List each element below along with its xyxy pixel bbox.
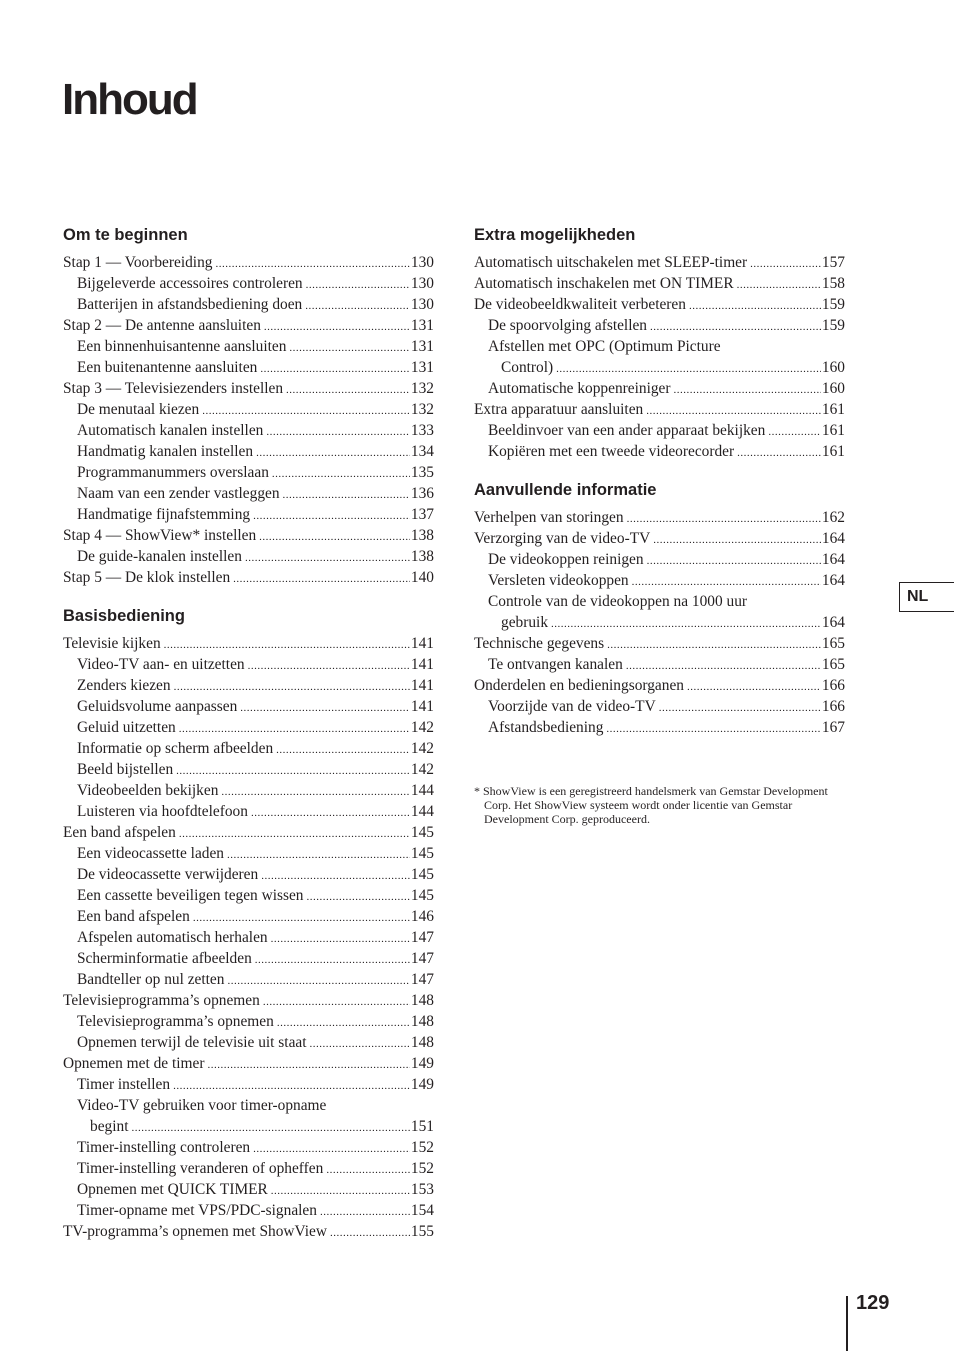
dot-leader xyxy=(659,698,821,719)
toc-entry-page: 140 xyxy=(410,569,434,586)
dot-leader xyxy=(215,254,409,275)
toc-entry-page: 159 xyxy=(821,317,845,334)
language-tab: NL xyxy=(899,582,954,612)
section-heading: Extra mogelijkheden xyxy=(474,226,636,244)
toc-right-column xyxy=(474,224,845,755)
dot-leader xyxy=(173,1076,410,1097)
dot-leader xyxy=(737,443,821,464)
dot-leader xyxy=(253,1139,410,1160)
toc-entry-page: 161 xyxy=(821,401,845,418)
toc-entry[interactable] xyxy=(63,759,434,780)
dot-leader xyxy=(164,635,410,656)
toc-entry[interactable] xyxy=(63,675,434,696)
toc-entry[interactable] xyxy=(63,1011,434,1032)
toc-entry-title: Bijgeleverde accessoires controleren xyxy=(77,275,303,292)
toc-entry[interactable] xyxy=(474,696,845,717)
toc-entry-title: Video-TV gebruiken voor timer-opname xyxy=(77,1097,327,1114)
toc-entry[interactable] xyxy=(63,654,434,675)
toc-entry-page: 142 xyxy=(410,740,434,757)
toc-entry-page: 144 xyxy=(410,803,434,820)
dot-leader xyxy=(653,530,821,551)
toc-entry-title: Onderdelen en bedieningsorganen xyxy=(474,677,684,694)
toc-entry-title: Stap 3 — Televisiezenders instellen xyxy=(63,380,284,397)
dot-leader xyxy=(251,803,410,824)
toc-entry-title: Een band afspelen xyxy=(77,908,190,925)
toc-entry-page: 130 xyxy=(410,254,434,271)
toc-entry-page: 130 xyxy=(410,296,434,313)
toc-entry-page: 149 xyxy=(410,1076,434,1093)
dot-leader xyxy=(674,380,821,401)
toc-entry[interactable] xyxy=(63,1032,434,1053)
toc-entry-page: 158 xyxy=(821,275,845,292)
toc-entry-title: Timer-opname met VPS/PDC-signalen xyxy=(77,1202,317,1219)
toc-entry[interactable] xyxy=(63,336,434,357)
dot-leader xyxy=(320,1202,410,1223)
dot-leader xyxy=(227,845,410,866)
dot-leader xyxy=(256,443,410,464)
toc-entry[interactable] xyxy=(63,948,434,969)
toc-entry-title: Handmatige fijnafstemming xyxy=(77,506,251,523)
section-heading: Om te beginnen xyxy=(63,226,188,244)
toc-entry[interactable] xyxy=(474,336,845,357)
dot-leader xyxy=(556,359,821,380)
toc-entry-title: Versleten videokoppen xyxy=(488,572,629,589)
toc-entry[interactable] xyxy=(474,549,845,570)
dot-leader xyxy=(306,275,410,296)
toc-entry[interactable] xyxy=(63,483,434,504)
toc-entry-title: Control) xyxy=(501,359,554,376)
toc-entry-title: Informatie op scherm afbeelden xyxy=(77,740,274,757)
toc-entry-title: Technische gegevens xyxy=(474,635,605,652)
toc-entry[interactable] xyxy=(63,1179,434,1200)
toc-entry[interactable] xyxy=(474,357,845,378)
toc-entry-page: 152 xyxy=(410,1160,434,1177)
toc-entry[interactable] xyxy=(63,822,434,843)
dot-leader xyxy=(260,359,410,380)
dot-leader xyxy=(131,1118,409,1139)
toc-entry[interactable] xyxy=(474,675,845,696)
dot-leader xyxy=(689,296,821,317)
toc-entry-title: De videokoppen reinigen xyxy=(488,551,644,568)
toc-entry[interactable] xyxy=(63,864,434,885)
toc-entry[interactable] xyxy=(63,885,434,906)
dot-leader xyxy=(253,506,410,527)
toc-entry-title: Verhelpen van storingen xyxy=(474,509,624,526)
toc-entry-title: Video-TV aan- en uitzetten xyxy=(77,656,245,673)
toc-entry[interactable] xyxy=(63,294,434,315)
footnote-text: * ShowView is een geregistreerd handelsmerk van Gemstar Development Corp. Het ShowView systeem wordt onder licentie van Gemstar Development Corp. geproduceerd. xyxy=(474,784,828,826)
toc-entry-title: Handmatig kanalen instellen xyxy=(77,443,254,460)
toc-entry-title: Een cassette beveiligen tegen wissen xyxy=(77,887,304,904)
toc-entry-page: 141 xyxy=(410,677,434,694)
dot-leader xyxy=(326,1160,410,1181)
toc-entry[interactable] xyxy=(63,1200,434,1221)
dot-leader xyxy=(310,1034,410,1055)
toc-entry-page: 161 xyxy=(821,443,845,460)
toc-entry-title: Verzorging van de video-TV xyxy=(474,530,651,547)
dot-leader xyxy=(330,1223,410,1244)
dot-leader xyxy=(240,698,410,719)
toc-entry-page: 130 xyxy=(410,275,434,292)
toc-entry[interactable] xyxy=(63,906,434,927)
toc-entry-title: gebruik xyxy=(501,614,549,631)
toc-entry-page: 165 xyxy=(821,656,845,673)
toc-entry[interactable] xyxy=(63,1074,434,1095)
toc-entry[interactable] xyxy=(474,315,845,336)
dot-leader xyxy=(277,1013,410,1034)
dot-leader xyxy=(286,380,410,401)
toc-entry-page: 159 xyxy=(821,296,845,313)
toc-entry[interactable] xyxy=(63,378,434,399)
toc-entry[interactable] xyxy=(474,273,845,294)
toc-entry-page: 148 xyxy=(410,1034,434,1051)
toc-entry[interactable] xyxy=(474,717,845,738)
toc-entry-title: Automatische koppenreiniger xyxy=(488,380,671,397)
toc-entry-page: 133 xyxy=(410,422,434,439)
toc-entry[interactable] xyxy=(474,633,845,654)
toc-entry-title: Beeldinvoer van een ander apparaat bekijken xyxy=(488,422,766,439)
dot-leader xyxy=(233,569,410,590)
toc-entry[interactable] xyxy=(63,420,434,441)
toc-entry-page: 141 xyxy=(410,698,434,715)
dot-leader xyxy=(202,401,410,422)
toc-section xyxy=(63,224,434,588)
toc-entry[interactable] xyxy=(63,738,434,759)
toc-entry-title: Een videocassette laden xyxy=(77,845,225,862)
dot-leader xyxy=(737,275,821,296)
toc-entry-title: Controle van de videokoppen na 1000 uur xyxy=(488,593,748,610)
toc-entry-page: 153 xyxy=(410,1181,434,1198)
toc-entry-title: Opnemen terwijl de televisie uit staat xyxy=(77,1034,307,1051)
toc-entry-page: 167 xyxy=(821,719,845,736)
dot-leader xyxy=(650,317,821,338)
toc-entry-page: 132 xyxy=(410,380,434,397)
toc-entry[interactable] xyxy=(474,507,845,528)
toc-entry-page: 137 xyxy=(410,506,434,523)
dot-leader xyxy=(261,866,410,887)
toc-entry-page: 155 xyxy=(410,1223,434,1240)
toc-entry-title: Opnemen met de timer xyxy=(63,1055,205,1072)
toc-entry[interactable] xyxy=(63,252,434,273)
toc-entry-title: Afstellen met OPC (Optimum Picture xyxy=(488,338,721,355)
toc-entry-title: Timer-instelling controleren xyxy=(77,1139,251,1156)
dot-leader xyxy=(207,1055,409,1076)
toc-entry-title: Scherminformatie afbeelden xyxy=(77,950,252,967)
toc-entry-page: 160 xyxy=(821,359,845,376)
toc-entry-title: Luisteren via hoofdtelefoon xyxy=(77,803,248,820)
toc-entry[interactable] xyxy=(474,591,845,612)
dot-leader xyxy=(221,782,410,803)
toc-entry-page: 142 xyxy=(410,761,434,778)
dot-leader xyxy=(627,509,821,530)
toc-entry[interactable] xyxy=(63,1095,434,1116)
toc-entry-page: 132 xyxy=(410,401,434,418)
toc-section xyxy=(474,479,845,738)
toc-entry-page: 164 xyxy=(821,572,845,589)
toc-entry[interactable] xyxy=(63,843,434,864)
dot-leader xyxy=(768,422,821,443)
toc-entry[interactable] xyxy=(474,252,845,273)
toc-entry[interactable] xyxy=(63,504,434,525)
dot-leader xyxy=(227,971,409,992)
toc-entry[interactable] xyxy=(63,1116,434,1137)
toc-entry[interactable] xyxy=(63,273,434,294)
toc-entry[interactable] xyxy=(63,1158,434,1179)
toc-entry-page: 135 xyxy=(410,464,434,481)
dot-leader xyxy=(632,572,821,593)
toc-entry[interactable] xyxy=(474,654,845,675)
toc-entry-page: 138 xyxy=(410,527,434,544)
toc-entry-title: De guide-kanalen instellen xyxy=(77,548,242,565)
dot-leader xyxy=(179,719,410,740)
dot-leader xyxy=(272,464,410,485)
toc-entry-title: Kopiëren met een tweede videorecorder xyxy=(488,443,735,460)
toc-entry-title: Timer instellen xyxy=(77,1076,171,1093)
toc-entry-page: 160 xyxy=(821,380,845,397)
toc-entry[interactable] xyxy=(63,717,434,738)
toc-entry-page: 131 xyxy=(410,338,434,355)
dot-leader xyxy=(607,635,821,656)
toc-section xyxy=(474,224,845,462)
toc-entry[interactable] xyxy=(474,528,845,549)
toc-entry-title: Een buitenantenne aansluiten xyxy=(77,359,258,376)
dot-leader xyxy=(266,422,410,443)
toc-entry[interactable] xyxy=(474,294,845,315)
dot-leader xyxy=(307,887,410,908)
dot-leader xyxy=(271,929,410,950)
dot-leader xyxy=(647,551,821,572)
toc-entry-page: 148 xyxy=(410,1013,434,1030)
toc-entry-page: 138 xyxy=(410,548,434,565)
dot-leader xyxy=(255,950,410,971)
dot-leader xyxy=(687,677,821,698)
dot-leader xyxy=(626,656,821,677)
toc-entry-title: Televisieprogramma’s opnemen xyxy=(63,992,260,1009)
toc-entry[interactable] xyxy=(474,570,845,591)
toc-entry-page: 131 xyxy=(410,317,434,334)
dot-leader xyxy=(263,992,410,1013)
toc-entry-title: De spoorvolging afstellen xyxy=(488,317,648,334)
dot-leader xyxy=(174,677,410,698)
dot-leader xyxy=(245,548,410,569)
dot-leader xyxy=(276,740,410,761)
toc-entry-page: 145 xyxy=(410,887,434,904)
toc-entry-title: Extra apparatuur aansluiten xyxy=(474,401,644,418)
toc-entry[interactable] xyxy=(63,696,434,717)
toc-entry-page: 152 xyxy=(410,1139,434,1156)
dot-leader xyxy=(289,338,409,359)
toc-entry-page: 141 xyxy=(410,635,434,652)
toc-entry-title: Een band afspelen xyxy=(63,824,176,841)
toc-entry-page: 141 xyxy=(410,656,434,673)
toc-entry-title: Naam van een zender vastleggen xyxy=(77,485,280,502)
toc-entry-title: Stap 1 — Voorbereiding xyxy=(63,254,213,271)
toc-entry[interactable] xyxy=(63,633,434,654)
toc-entry-title: Batterijen in afstandsbediening doen xyxy=(77,296,303,313)
toc-entry[interactable] xyxy=(474,612,845,633)
toc-entry-page: 142 xyxy=(410,719,434,736)
dot-leader xyxy=(248,656,410,677)
toc-entry-page: 164 xyxy=(821,614,845,631)
toc-entry-page: 166 xyxy=(821,698,845,715)
section-heading: Basisbediening xyxy=(63,607,185,625)
toc-section xyxy=(63,605,434,1242)
dot-leader xyxy=(193,908,410,929)
toc-entry-title: Stap 4 — ShowView* instellen xyxy=(63,527,257,544)
dot-leader xyxy=(264,317,410,338)
toc-entry-title: Programmanummers overslaan xyxy=(77,464,269,481)
toc-entry-title: Een binnenhuisantenne aansluiten xyxy=(77,338,287,355)
toc-entry-title: Televisieprogramma’s opnemen xyxy=(77,1013,274,1030)
toc-entry-page: 145 xyxy=(410,866,434,883)
toc-entry[interactable] xyxy=(63,315,434,336)
toc-entry-title: Beeld bijstellen xyxy=(77,761,174,778)
dot-leader xyxy=(606,719,820,740)
toc-entry-title: Automatisch uitschakelen met SLEEP-timer xyxy=(474,254,748,271)
dot-leader xyxy=(305,296,410,317)
toc-entry-page: 144 xyxy=(410,782,434,799)
toc-entry-title: Stap 2 — De antenne aansluiten xyxy=(63,317,261,334)
toc-entry[interactable] xyxy=(474,399,845,420)
toc-entry[interactable] xyxy=(474,420,845,441)
dot-leader xyxy=(646,401,821,422)
section-heading: Aanvullende informatie xyxy=(474,481,657,499)
toc-entry-title: Televisie kijken xyxy=(63,635,161,652)
toc-entry-title: Geluid uitzetten xyxy=(77,719,176,736)
toc-left-column xyxy=(63,224,434,1259)
toc-entry-title: Videobeelden bekijken xyxy=(77,782,219,799)
toc-entry[interactable] xyxy=(474,378,845,399)
toc-entry-page: 154 xyxy=(410,1202,434,1219)
toc-entry-page: 146 xyxy=(410,908,434,925)
toc-entry-page: 131 xyxy=(410,359,434,376)
toc-entry[interactable] xyxy=(63,927,434,948)
dot-leader xyxy=(271,1181,410,1202)
toc-entry[interactable] xyxy=(63,1137,434,1158)
toc-entry-page: 161 xyxy=(821,422,845,439)
toc-entry-title: Timer-instelling veranderen of opheffen xyxy=(77,1160,324,1177)
dot-leader xyxy=(176,761,410,782)
toc-entry-title: Zenders kiezen xyxy=(77,677,171,694)
toc-entry-page: 134 xyxy=(410,443,434,460)
toc-entry-title: Afstandsbediening xyxy=(488,719,604,736)
toc-entry-page: 145 xyxy=(410,824,434,841)
toc-entry-title: Te ontvangen kanalen xyxy=(488,656,623,673)
page-number: 129 xyxy=(856,1292,890,1314)
toc-entry-title: Bandteller op nul zetten xyxy=(77,971,225,988)
toc-entry-page: 149 xyxy=(410,1055,434,1072)
toc-entry-title: TV-programma’s opnemen met ShowView xyxy=(63,1223,327,1240)
toc-entry[interactable] xyxy=(63,567,434,588)
toc-entry-page: 162 xyxy=(821,509,845,526)
toc-entry[interactable] xyxy=(63,462,434,483)
toc-entry-page: 145 xyxy=(410,845,434,862)
toc-entry[interactable] xyxy=(63,357,434,378)
toc-entry-page: 164 xyxy=(821,530,845,547)
toc-entry[interactable] xyxy=(63,990,434,1011)
toc-entry[interactable] xyxy=(63,1221,434,1242)
toc-entry[interactable] xyxy=(63,525,434,546)
toc-entry[interactable] xyxy=(63,441,434,462)
toc-entry-page: 165 xyxy=(821,635,845,652)
toc-entry-title: Stap 5 — De klok instellen xyxy=(63,569,231,586)
dot-leader xyxy=(259,527,410,548)
toc-entry-page: 151 xyxy=(410,1118,434,1135)
toc-entry[interactable] xyxy=(63,801,434,822)
toc-entry-title: Automatisch inschakelen met ON TIMER xyxy=(474,275,734,292)
toc-entry-title: De menutaal kiezen xyxy=(77,401,200,418)
toc-entry-title: Opnemen met QUICK TIMER xyxy=(77,1181,268,1198)
toc-entry[interactable] xyxy=(63,1053,434,1074)
toc-entry[interactable] xyxy=(63,546,434,567)
dot-leader xyxy=(551,614,821,635)
toc-entry-page: 147 xyxy=(410,971,434,988)
toc-entry[interactable] xyxy=(63,399,434,420)
toc-entry-title: Voorzijde van de video-TV xyxy=(488,698,656,715)
dot-leader xyxy=(750,254,821,275)
toc-entry[interactable] xyxy=(474,441,845,462)
toc-entry-title: De videobeeldkwaliteit verbeteren xyxy=(474,296,686,313)
toc-entry-title: De videocassette verwijderen xyxy=(77,866,259,883)
toc-entry-page: 148 xyxy=(410,992,434,1009)
dot-leader xyxy=(283,485,410,506)
footnote xyxy=(474,784,834,826)
page-number-divider xyxy=(846,1296,848,1351)
toc-entry-page: 147 xyxy=(410,929,434,946)
toc-entry-page: 147 xyxy=(410,950,434,967)
toc-entry[interactable] xyxy=(63,780,434,801)
toc-entry-page: 157 xyxy=(821,254,845,271)
dot-leader xyxy=(179,824,410,845)
toc-entry-page: 136 xyxy=(410,485,434,502)
toc-entry-title: Automatisch kanalen instellen xyxy=(77,422,264,439)
toc-entry-page: 164 xyxy=(821,551,845,568)
page-title: Inhoud xyxy=(62,75,197,124)
toc-entry-page: 166 xyxy=(821,677,845,694)
toc-entry-title: Geluidsvolume aanpassen xyxy=(77,698,238,715)
toc-entry-title: Afspelen automatisch herhalen xyxy=(77,929,268,946)
toc-entry-title: begint xyxy=(90,1118,129,1135)
toc-entry[interactable] xyxy=(63,969,434,990)
